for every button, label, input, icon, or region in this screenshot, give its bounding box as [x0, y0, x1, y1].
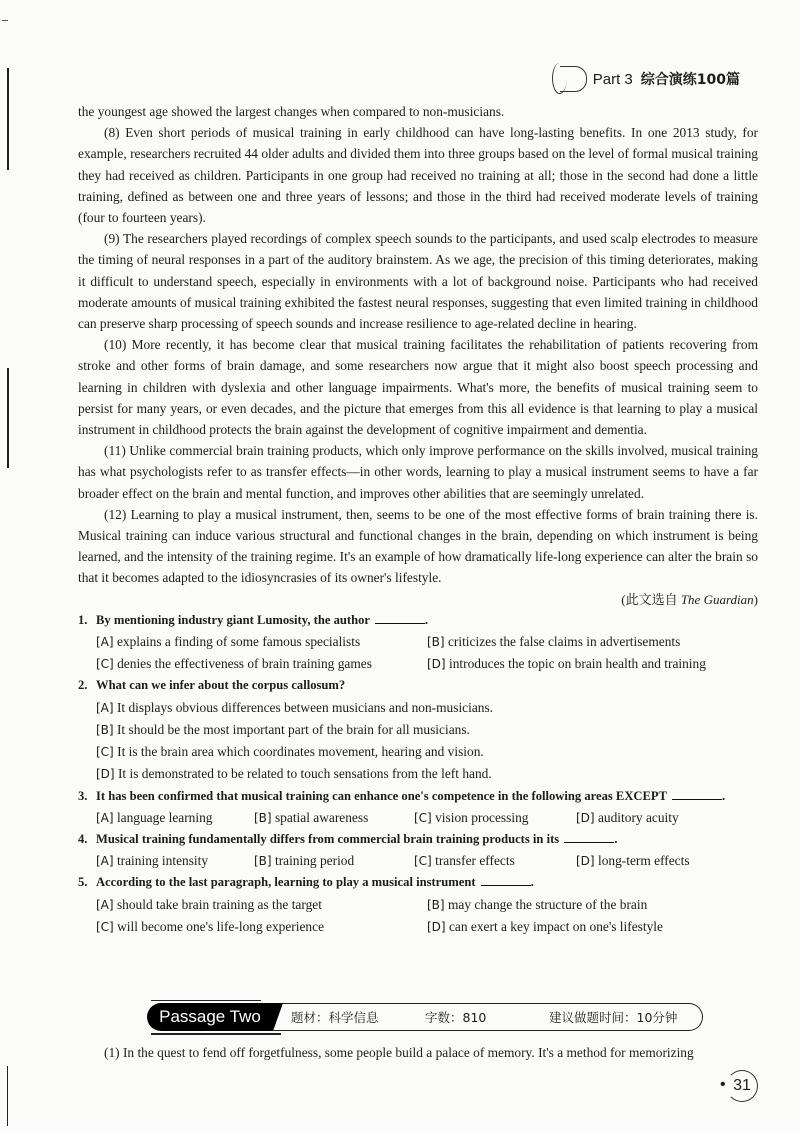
header-part: Part 3: [592, 70, 633, 88]
passage-content: [78, 101, 758, 938]
page-number: • 31: [726, 1070, 758, 1102]
question-2: [78, 675, 758, 785]
answer-blank[interactable]: [564, 831, 614, 843]
option-text: criticizes the false claims in advertisements: [447, 634, 681, 650]
passage-topic: 题材：科学信息: [291, 1010, 379, 1025]
option-text: explains a finding of some famous specialists: [116, 634, 361, 650]
source-journal: The Guardian: [680, 591, 754, 607]
answer-blank[interactable]: [481, 874, 531, 886]
question-text: Musical training fundamentally differs from commercial brain training products in its: [96, 831, 560, 846]
option-label: [C]: [414, 810, 432, 825]
option-b[interactable]: [254, 850, 414, 872]
option-a[interactable]: [96, 697, 758, 719]
options: [96, 697, 758, 786]
option-label: [C]: [96, 919, 114, 934]
source-prefix: (此文选自: [621, 591, 681, 607]
binding-mark-top: [7, 68, 9, 170]
option-label: [D]: [576, 854, 595, 869]
option-text: It should be the most important part of the brain for all musicians.: [116, 721, 470, 737]
question-text: It has been confirmed that musical training can enhance one's competence in the following areas EXCEPT: [96, 788, 667, 803]
option-c[interactable]: [96, 916, 427, 938]
paragraph-7-end: the youngest age showed the largest changes when compared to non-musicians.: [78, 104, 505, 119]
option-text: It is demonstrated to be related to touch sensations from the left hand.: [117, 766, 492, 782]
option-label: [D]: [427, 919, 446, 934]
answer-blank[interactable]: [375, 612, 425, 624]
question-stem: [78, 872, 758, 893]
option-text: auditory acuity: [597, 809, 679, 825]
question-number: 2.: [78, 678, 88, 693]
option-text: language learning: [116, 809, 213, 825]
option-text: training period: [274, 853, 355, 869]
option-text: can exert a key impact on one's lifestyle: [448, 918, 663, 934]
option-b[interactable]: [96, 719, 758, 741]
option-text: denies the effectiveness of brain training games: [117, 656, 372, 672]
options: [96, 894, 758, 938]
binding-mark-bottom: [7, 1066, 8, 1126]
option-label: [B]: [254, 854, 272, 869]
option-text: will become one's life-long experience: [117, 918, 325, 934]
option-label: [A]: [96, 635, 114, 650]
passage-two-paragraph-1: (1) In the quest to fend off forgetfulness, some people build a palace of memory. It's a method for memorizing: [104, 1045, 694, 1060]
option-label: [A]: [96, 700, 114, 715]
option-label: [D]: [96, 767, 115, 782]
option-b[interactable]: [254, 807, 414, 829]
passage-suggested-time: 建议做题时间：10分钟: [549, 1010, 678, 1025]
margin-dash-mark: [2, 20, 8, 21]
question-number: 5.: [78, 875, 88, 890]
question-5: [78, 872, 758, 938]
source-suffix: ): [753, 591, 758, 607]
option-label: [A]: [96, 897, 114, 912]
answer-blank[interactable]: [672, 788, 722, 800]
question-end: .: [614, 831, 618, 846]
option-label: [B]: [96, 722, 114, 737]
question-3: [78, 786, 758, 829]
option-label: [B]: [427, 897, 445, 912]
option-a[interactable]: [96, 850, 254, 872]
banner-top-line: [151, 1000, 261, 1001]
paragraph-10: (10) More recently, it has become clear that musical training facilitates the rehabilitation of patients recovering from stroke and other forms of brain damage, and some researchers now argue that it might also boost speech processing and learning in children with dyslexia and other language impairments. What's more, the benefits of musical training seem to persist for many years, or even decades, and the picture that emerges from this all evidence is that learning to play a musical instrument in childhood protects the brain against the development of cognitive impairment and dementia.: [78, 337, 758, 438]
option-c[interactable]: [414, 807, 576, 829]
passage-two-banner: [147, 1000, 703, 1034]
passage-word-count: 字数：810: [425, 1010, 487, 1025]
question-number: 3.: [78, 788, 88, 803]
source-citation: [78, 589, 758, 610]
options: [96, 807, 758, 829]
option-c[interactable]: [414, 850, 576, 872]
header-title: 综合演练100篇: [640, 72, 740, 88]
option-text: It displays obvious differences between musicians and non-musicians.: [116, 699, 494, 715]
option-c[interactable]: [96, 741, 758, 763]
option-d[interactable]: [576, 807, 756, 829]
question-stem: [78, 675, 758, 696]
option-label: [B]: [254, 810, 272, 825]
option-text: vision processing: [435, 809, 529, 825]
option-text: It is the brain area which coordinates movement, hearing and vision.: [117, 744, 484, 760]
option-label: [C]: [414, 854, 432, 869]
question-stem: [78, 786, 758, 807]
question-text: According to the last paragraph, learning to play a musical instrument: [96, 875, 476, 890]
header-decoration-icon: [560, 66, 587, 92]
option-label: [C]: [96, 745, 114, 760]
option-d[interactable]: [427, 916, 758, 938]
paragraph-11: (11) Unlike commercial brain training products, which only improve performance on the skills involved, musical training has what psychologists refer to as transfer effects—in other words, learning to play a musical instrument seems to have a far broader effect on the brain and mental function, and improves other abilities that are seemingly unrelated.: [78, 443, 758, 501]
option-a[interactable]: [96, 807, 254, 829]
option-label: [D]: [427, 657, 446, 672]
option-text: training intensity: [116, 853, 209, 869]
option-label: [D]: [576, 810, 595, 825]
option-label: [B]: [427, 635, 445, 650]
question-end: .: [530, 875, 534, 890]
option-a[interactable]: [96, 894, 427, 916]
option-text: should take brain training as the target: [116, 896, 322, 912]
option-text: may change the structure of the brain: [447, 896, 648, 912]
paragraph-12: (12) Learning to play a musical instrument, then, seems to be one of the most effective forms of brain training there is. Musical training can induce various structural and functional changes in the brain, depending on which instrument is being learned, and the intensity of the training regime. It's an example of how dramatically life-long experience can alter the brain so that it becomes adapted to the idiosyncrasies of its owner's lifestyle.: [78, 506, 758, 586]
option-label: [C]: [96, 657, 114, 672]
question-end: .: [721, 788, 726, 803]
option-d[interactable]: [427, 653, 758, 675]
question-stem: [78, 610, 758, 631]
paragraph-8: (8) Even short periods of musical training in early childhood can have long-lasting benefits. In one 2013 study, for example, researchers recruited 44 older adults and divided them into three groups based on the level of formal musical training they had received as children. Participants in one group had received no training at all; those in the second had done a little training, defined as between one and three years of lessons; and those in the third had received moderate levels of training (four to fourteen years).: [78, 125, 758, 226]
question-number: 1.: [78, 612, 88, 627]
question-text: By mentioning industry giant Lumosity, the author: [96, 612, 370, 627]
question-1: [78, 610, 758, 676]
option-text: introduces the topic on brain health and training: [448, 656, 706, 672]
option-label: [A]: [96, 854, 114, 869]
option-label: [A]: [96, 810, 114, 825]
question-number: 4.: [78, 831, 88, 846]
option-text: long-term effects: [597, 853, 690, 869]
option-text: transfer effects: [435, 853, 515, 869]
question-end: .: [424, 612, 429, 627]
paragraph-9: (9) The researchers played recordings of complex speech sounds to the participants, and used scalp electrodes to measure the timing of neural responses in a part of the auditory brainstem. As we age, the precision of this timing deteriorates, making it difficult to understand speech, especially in environments with a lot of background noise. Participants who had received moderate amounts of musical training exhibited the fastest neural responses, suggesting that even limited training in childhood can preserve sharp processing of speech sounds and increase resilience to age-related decline in hearing.: [78, 231, 758, 332]
passage-label: Passage Two: [147, 1003, 273, 1031]
page-header: [560, 66, 740, 92]
option-d[interactable]: [96, 763, 758, 785]
question-text: What can we infer about the corpus callosum?: [96, 678, 346, 693]
option-text: spatial awareness: [274, 809, 369, 825]
question-4: [78, 829, 758, 872]
option-b[interactable]: [427, 631, 758, 653]
option-a[interactable]: [96, 631, 427, 653]
banner-bottom-line: [151, 1033, 281, 1035]
options: [96, 631, 758, 675]
option-c[interactable]: [96, 653, 427, 675]
binding-mark-middle: [7, 368, 9, 468]
option-b[interactable]: [427, 894, 758, 916]
options: [96, 850, 758, 872]
option-d[interactable]: [576, 850, 756, 872]
question-stem: [78, 829, 758, 850]
